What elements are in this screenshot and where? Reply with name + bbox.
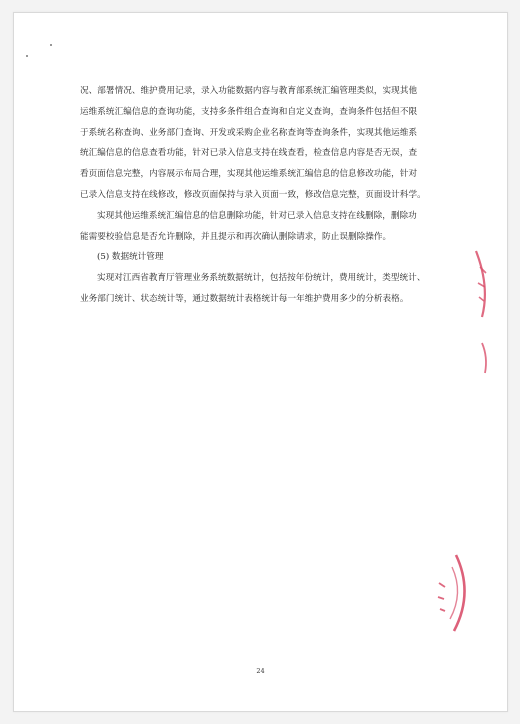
paragraph-2 [80,206,455,248]
text-line: 实现其他运维系统汇编信息的信息删除功能，针对已录入信息支持在线删除，删除功 [97,210,417,221]
text-line: 况、部署情况、维护费用记录，录入功能数据内容与教育部系统汇编管理类似，实现其他 [80,86,418,96]
text-line: 于系统名称查询、业务部门查询、开发或采购企业名称查询等查询条件，实现其他运维系 [80,127,418,138]
paragraph-3 [80,268,455,310]
paragraph-1 [80,81,455,206]
scan-speck [26,55,28,57]
text-line: 能需要校验信息是否允许删除，并且提示和再次确认删除请求，防止误删除操作。 [80,231,392,242]
seal-fragment-upper [472,247,492,377]
text-line: 实现对江西省教育厅管理业务系统数据统计，包括按年份统计，费用统计，类型统计、 [97,273,426,284]
page-content [80,81,455,310]
text-line: 看页面信息完整，内容展示布局合理，实现其他运维系统汇编信息的信息修改功能，针对 [80,169,418,180]
text-line: 业务部门统计、状态统计等，通过数据统计表格统计每一年维护费用多少的分析表格。 [80,293,409,304]
page-number: 24 [256,667,265,675]
seal-fragment-lower [432,553,472,633]
document-page [13,12,508,712]
text-line: 统汇编信息的信息查看功能，针对已录入信息支持在线查看，检查信息内容是否无误，查 [80,148,418,159]
text-line: 运维系统汇编信息的查询功能，支持多条件组合查询和自定义查询，查询条件包括但不限 [80,106,418,117]
text-line: 已录入信息支持在线修改，修改页面保持与录入页面一致，修改信息完整，页面设计科学。 [80,189,426,200]
section-heading: (5) 数据统计管理 [97,252,164,263]
scan-speck [50,44,52,46]
